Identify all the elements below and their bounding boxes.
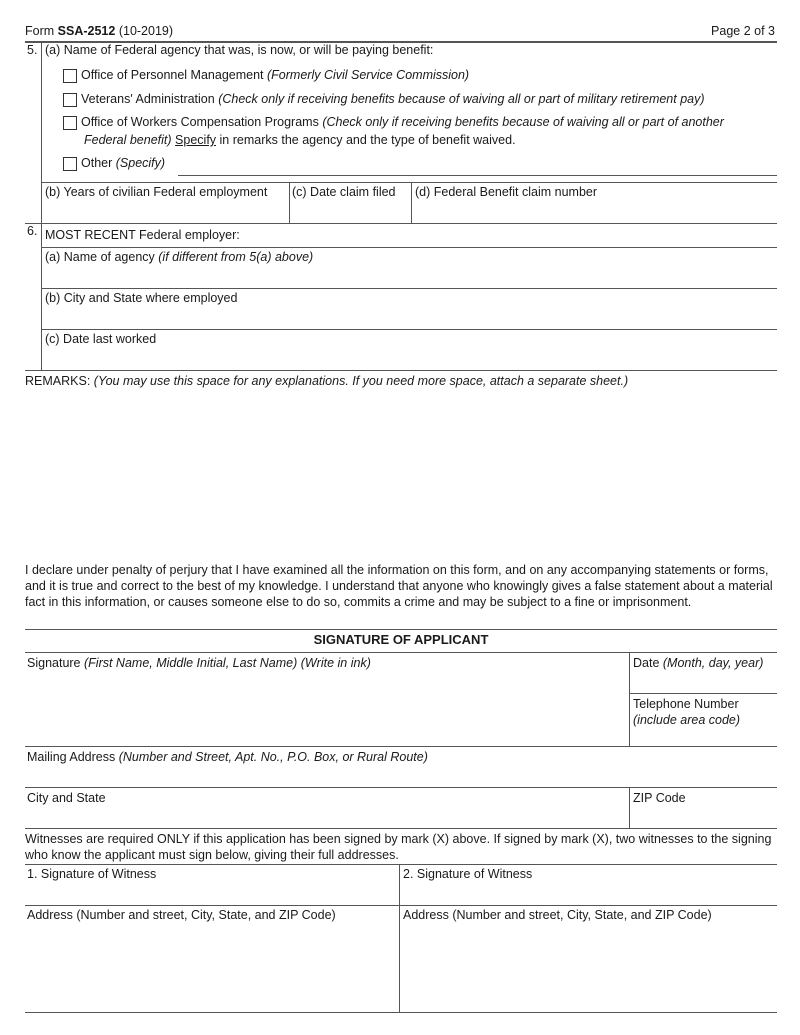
divider	[41, 42, 42, 370]
witness2-signature-field[interactable]: 2. Signature of Witness	[403, 867, 533, 881]
signature-heading: SIGNATURE OF APPLICANT	[313, 632, 489, 647]
divider	[25, 828, 777, 829]
q6-title: MOST RECENT Federal employer:	[45, 228, 240, 242]
telephone-field[interactable]: Telephone Number	[633, 697, 739, 711]
form-id	[25, 24, 173, 39]
checkbox-owcp[interactable]	[63, 116, 77, 130]
divider	[25, 864, 777, 865]
divider	[25, 629, 777, 630]
divider	[629, 652, 630, 746]
divider	[25, 370, 777, 371]
divider	[629, 693, 777, 694]
city-state-field[interactable]: City and State	[27, 791, 106, 805]
option-owcp: Office of Workers Compensation Programs (Check only if receiving benefits because of waiving all or part of another	[81, 115, 724, 129]
divider	[25, 652, 777, 653]
q6-number: 6.	[27, 224, 38, 238]
divider	[41, 329, 777, 330]
checkbox-opm[interactable]	[63, 69, 77, 83]
page-number: Page 2 of 3	[711, 24, 775, 38]
option-opm: Office of Personnel Management (Formerly Civil Service Commission)	[81, 68, 470, 82]
q6c-label: (c) Date last worked	[45, 332, 157, 346]
q5c-label: (c) Date claim filed	[292, 185, 396, 199]
remarks-label: REMARKS: (You may use this space for any explanations. If you need more space, attach a separate sheet.)	[25, 374, 629, 388]
divider	[25, 905, 777, 906]
option-va: Veterans' Administration (Check only if receiving benefits because of waiving all or part of military retirement pay)	[81, 92, 705, 106]
telephone-note: (include area code)	[633, 713, 741, 727]
q5b-label: (b) Years of civilian Federal employment	[45, 185, 268, 199]
witness2-address-field[interactable]: Address (Number and street, City, State, and ZIP Code)	[403, 908, 712, 922]
q6b-label: (b) City and State where employed	[45, 291, 238, 305]
divider	[41, 247, 777, 248]
divider	[25, 787, 777, 788]
q6a-label: (a) Name of agency (if different from 5(a) above)	[45, 250, 314, 264]
divider	[399, 864, 400, 1012]
witness1-address-field[interactable]: Address (Number and street, City, State, and ZIP Code)	[27, 908, 336, 922]
checkbox-other[interactable]	[63, 157, 77, 171]
option-other: Other (Specify)	[81, 156, 166, 170]
divider	[41, 288, 777, 289]
other-specify-line[interactable]	[178, 175, 777, 176]
divider	[629, 787, 630, 828]
divider	[25, 1012, 777, 1013]
date-field[interactable]: Date (Month, day, year)	[633, 656, 764, 670]
form-date: (10-2019)	[118, 24, 174, 38]
witness-note: Witnesses are required ONLY if this application has been signed by mark (X) above. If signed by mark (X), two witnesses to the signing who know the applicant must sign below, giving their full addresses.	[25, 832, 772, 862]
option-owcp-cont: Federal benefit) Specify in remarks the agency and the type of benefit waived.	[84, 133, 516, 147]
q5d-label: (d) Federal Benefit claim number	[415, 185, 598, 199]
checkbox-va[interactable]	[63, 93, 77, 107]
declaration-text: I declare under penalty of perjury that I have examined all the information on this form, and on any accompanying statements or forms, and it is true and correct to the best of my knowledge. I understand that anyone who knowingly gives a false statement about a material fact in this information, or causes someone else to do so, commits a crime and may be subject to a fine or imprisonment.	[25, 563, 773, 609]
zip-code-field[interactable]: ZIP Code	[633, 791, 686, 805]
divider	[25, 223, 777, 224]
remarks-area[interactable]	[25, 392, 777, 557]
divider	[25, 746, 777, 747]
form-number: SSA-2512	[57, 24, 116, 38]
witness1-signature-field[interactable]: 1. Signature of Witness	[27, 867, 157, 881]
divider	[41, 182, 777, 183]
divider	[411, 182, 412, 223]
mailing-address-field[interactable]: Mailing Address (Number and Street, Apt. No., P.O. Box, or Rural Route)	[27, 750, 428, 764]
form-prefix: Form	[25, 24, 55, 38]
signature-field[interactable]: Signature (First Name, Middle Initial, Last Name) (Write in ink)	[27, 656, 371, 670]
q5-number: 5.	[27, 43, 38, 57]
q5a-label: (a) Name of Federal agency that was, is now, or will be paying benefit:	[45, 43, 434, 57]
divider	[289, 182, 290, 223]
